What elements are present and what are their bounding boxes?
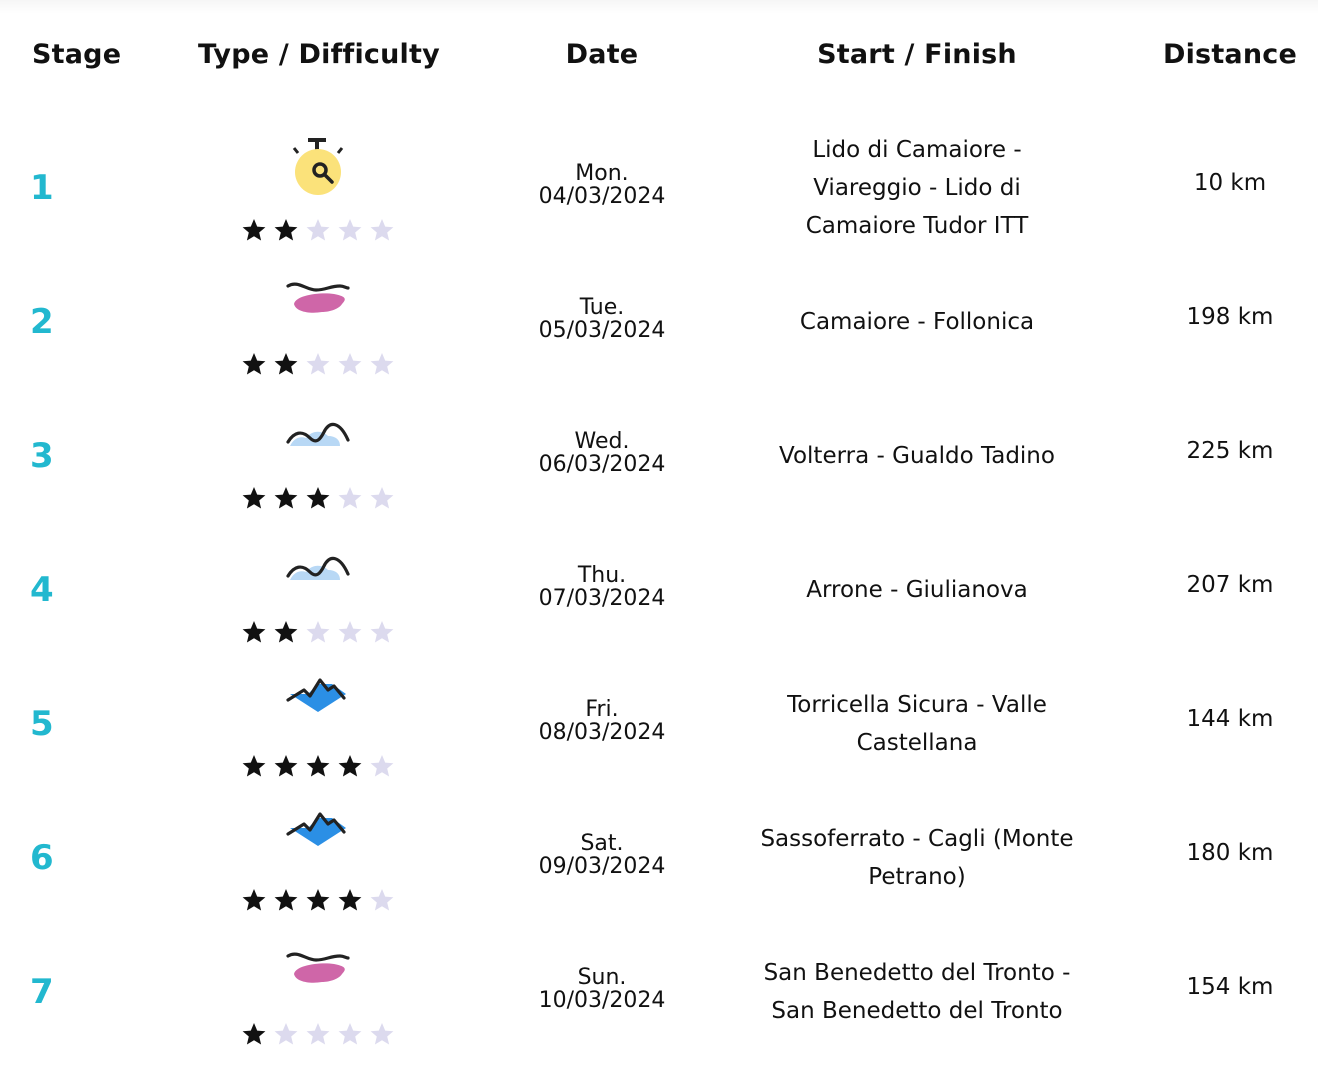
stage-number: 5 [30,704,54,744]
mountain-stage-icon [282,672,354,732]
stage-distance: 207 km [1186,572,1274,598]
star-empty-icon [336,484,364,512]
route-line: Lido di Camaiore - [812,137,1022,163]
table-row [0,136,1318,270]
stage-number: 6 [30,838,54,878]
difficulty-rating [240,618,396,646]
start-finish [740,303,1094,341]
stage-date [512,296,692,342]
stage-distance: 180 km [1186,840,1274,866]
stage-number: 2 [30,302,54,342]
stage-number: 7 [30,972,54,1012]
calendar-date: 08/03/2024 [538,720,666,745]
star-empty-icon [368,752,396,780]
stage-distance: 144 km [1186,706,1274,732]
calendar-date: 04/03/2024 [538,184,666,209]
star-empty-icon [368,618,396,646]
mountain-stage-icon [282,806,354,866]
star-empty-icon [272,1020,300,1048]
calendar-date: 05/03/2024 [538,318,666,343]
header-start-finish: Start / Finish [817,38,1017,70]
star-empty-icon [368,1020,396,1048]
star-empty-icon [336,350,364,378]
stage-date [512,564,692,610]
star-filled-icon [336,752,364,780]
stage-date [512,966,692,1012]
route-line: Castellana [856,730,978,756]
table-row [0,806,1318,940]
calendar-date: 06/03/2024 [538,452,666,477]
star-empty-icon [304,1020,332,1048]
route-line: Petrano) [868,864,966,890]
header-distance: Distance [1162,38,1297,70]
stage-number: 1 [30,168,54,208]
star-empty-icon [368,886,396,914]
start-finish [740,571,1094,609]
star-filled-icon [272,484,300,512]
stage-date [512,430,692,476]
star-empty-icon [336,216,364,244]
star-empty-icon [336,618,364,646]
flat-stage-icon [282,940,354,1000]
star-filled-icon [272,216,300,244]
stopwatch-icon [282,136,354,196]
star-empty-icon [304,216,332,244]
route-line: Torricella Sicura - Valle [787,692,1047,718]
star-empty-icon [336,1020,364,1048]
stage-distance: 225 km [1186,438,1274,464]
table-row [0,404,1318,538]
flat-stage-icon [282,270,354,330]
star-filled-icon [304,484,332,512]
header-type-difficulty: Type / Difficulty [198,38,440,70]
difficulty-rating [240,484,396,512]
start-finish [740,820,1094,896]
weekday: Wed. [574,429,630,454]
route-line: Volterra - Gualdo Tadino [779,443,1055,469]
weekday: Fri. [585,697,619,722]
route-line: Viareggio - Lido di [813,175,1021,201]
difficulty-rating [240,752,396,780]
route-line: San Benedetto del Tronto [771,998,1063,1024]
difficulty-rating [240,886,396,914]
top-shadow [0,0,1318,14]
stage-date [512,832,692,878]
star-filled-icon [272,350,300,378]
calendar-date: 10/03/2024 [538,988,666,1013]
star-filled-icon [240,1020,268,1048]
star-empty-icon [368,350,396,378]
star-filled-icon [240,216,268,244]
star-filled-icon [304,886,332,914]
route-line: Camaiore Tudor ITT [805,213,1029,239]
calendar-date: 07/03/2024 [538,586,666,611]
header-date: Date [565,38,639,70]
star-filled-icon [304,752,332,780]
stage-date [512,162,692,208]
star-filled-icon [240,484,268,512]
table-row [0,672,1318,806]
route-line: San Benedetto del Tronto - [763,960,1071,986]
star-filled-icon [272,886,300,914]
calendar-date: 09/03/2024 [538,854,666,879]
star-empty-icon [304,350,332,378]
difficulty-rating [240,216,396,244]
star-filled-icon [272,752,300,780]
stage-number: 3 [30,436,54,476]
hilly-stage-icon [282,404,354,464]
hilly-stage-icon [282,538,354,598]
stage-distance: 154 km [1186,974,1274,1000]
stage-distance: 198 km [1186,304,1274,330]
start-finish [740,954,1094,1030]
stage-number: 4 [30,570,54,610]
star-empty-icon [368,484,396,512]
difficulty-rating [240,350,396,378]
star-filled-icon [240,350,268,378]
star-filled-icon [336,886,364,914]
weekday: Thu. [577,563,627,588]
star-filled-icon [240,752,268,780]
start-finish [740,686,1094,762]
weekday: Mon. [575,161,629,186]
table-row [0,270,1318,404]
weekday: Sun. [577,965,627,990]
star-empty-icon [368,216,396,244]
stage-distance: 10 km [1193,170,1267,196]
star-empty-icon [304,618,332,646]
weekday: Sat. [580,831,624,856]
table-row [0,538,1318,672]
route-line: Arrone - Giulianova [806,577,1028,603]
route-line: Sassoferrato - Cagli (Monte [760,826,1074,852]
table-row [0,940,1318,1074]
difficulty-rating [240,1020,396,1048]
star-filled-icon [240,618,268,646]
start-finish [740,131,1094,245]
weekday: Tue. [579,295,625,320]
route-line: Camaiore - Follonica [799,309,1035,335]
stage-date [512,698,692,744]
star-filled-icon [240,886,268,914]
start-finish [740,437,1094,475]
star-filled-icon [272,618,300,646]
header-stage: Stage [32,38,122,70]
